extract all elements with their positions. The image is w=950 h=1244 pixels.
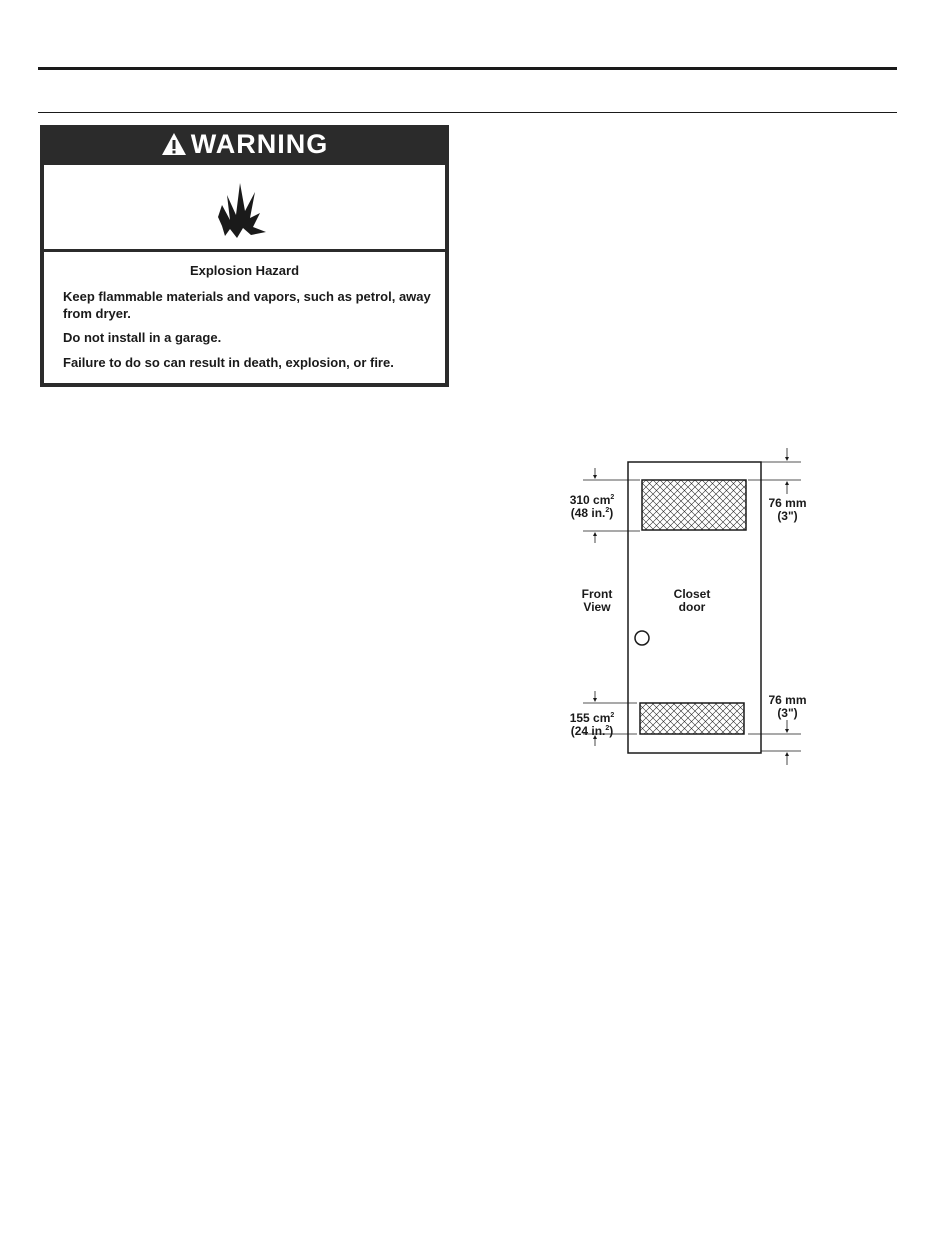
warning-text-panel	[44, 252, 445, 383]
door-knob	[635, 631, 649, 645]
bottom-vent	[640, 703, 744, 734]
bottom-clearance-label: 76 mm	[768, 693, 807, 707]
top-clearance-label: 76 mm	[768, 496, 807, 510]
hazard-title: Explosion Hazard	[189, 263, 300, 278]
warning-message: Do not install in a garage.	[63, 330, 222, 345]
warning-header	[40, 125, 449, 163]
closet-door-label-line-2: door	[678, 600, 706, 614]
front-view-label-line-2: View	[583, 600, 611, 614]
symbol-panel	[44, 165, 445, 249]
top-clearance-alt-label: (3")	[777, 509, 798, 523]
top-vent-area-label: 310 $cm^2$	[569, 493, 615, 507]
top-vent-area-alt-label: (48 in.$^2$)	[570, 506, 614, 520]
bottom-vent-area-alt-label: (24 in.$^2$)	[570, 724, 614, 738]
alert-triangle-icon	[161, 132, 187, 156]
front-view-label-line-1: Front	[581, 587, 613, 601]
closet-door-label-line-1: Closet	[673, 587, 711, 601]
warning-label	[40, 125, 449, 387]
warning-message: Keep flammable materials and vapors, such as petrol, away from dryer.	[63, 289, 431, 321]
warning-title: WARNING	[190, 128, 329, 159]
bottom-vent-area-label: 155 $cm^2$	[569, 711, 615, 725]
header-rule-thick	[38, 67, 897, 70]
warning-message: Failure to do so can result in death, explosion, or fire.	[63, 355, 394, 370]
explosion-icon	[44, 165, 445, 249]
closet-door-diagram	[555, 445, 815, 770]
top-vent	[642, 480, 746, 530]
header-rule-thin	[38, 112, 897, 113]
bottom-clearance-alt-label: (3")	[777, 706, 798, 720]
